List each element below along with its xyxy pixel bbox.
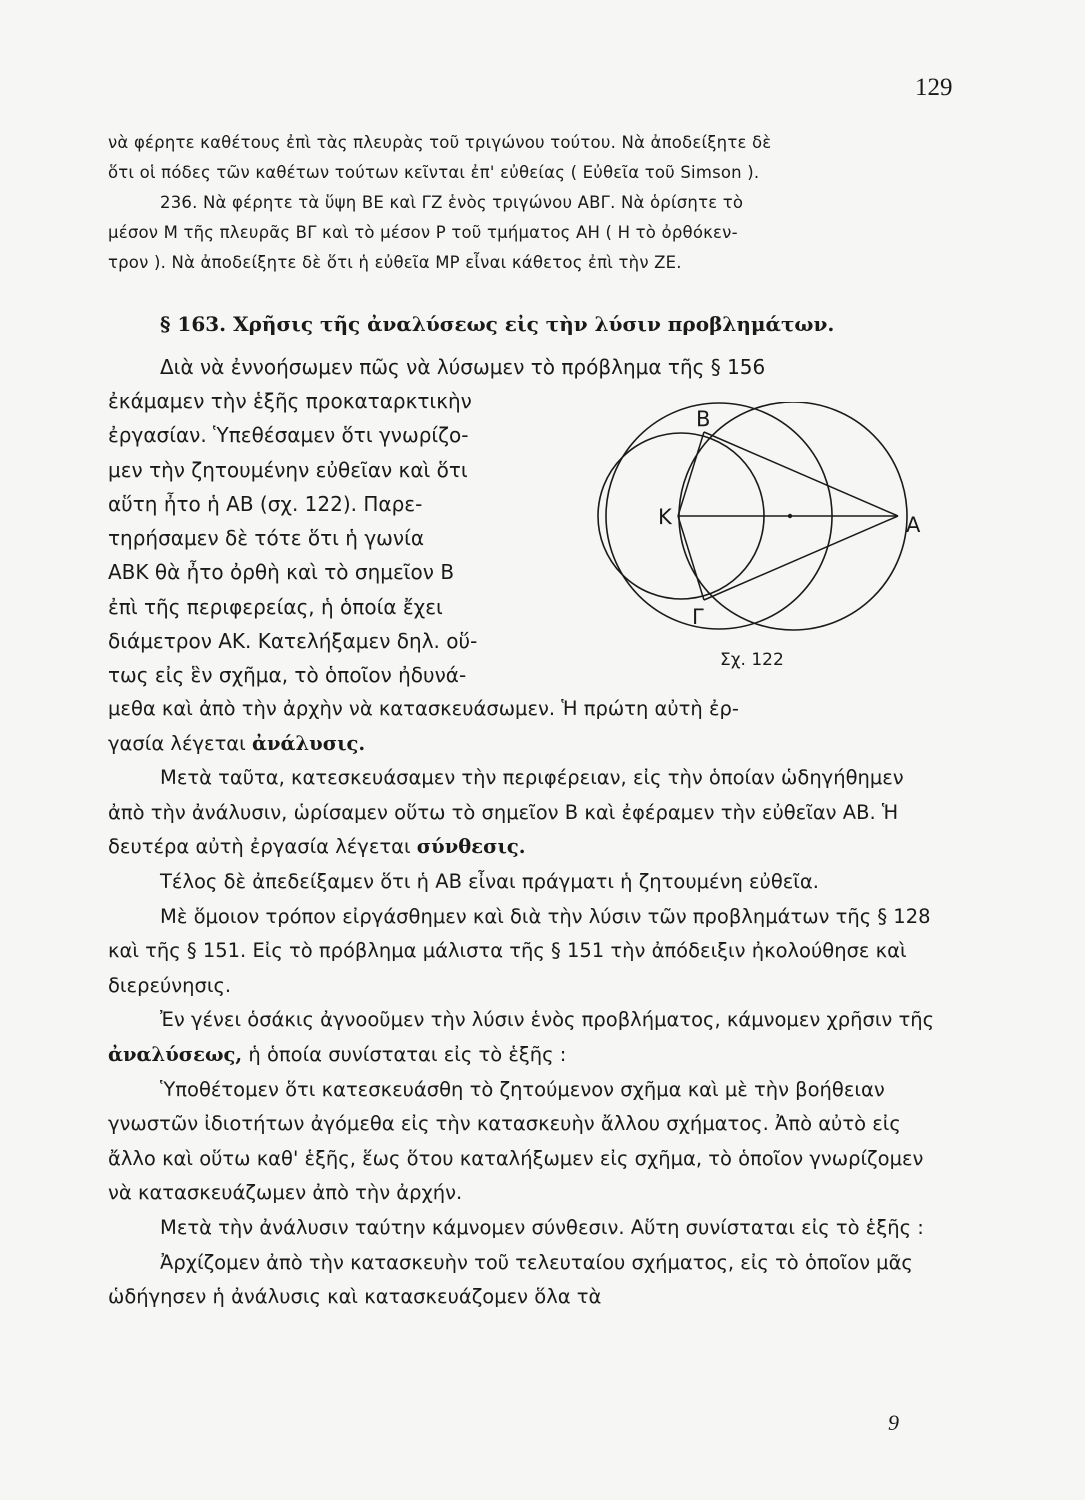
main-text [108,692,943,1315]
paragraph-line: μεθα καὶ ἀπὸ τὴν ἀρχὴν νὰ κατασκευάσωμεν. Ἡ πρώτη αὐτὴ ἐρ- [108,697,739,720]
page-number: 129 [915,74,953,101]
paragraph [108,1003,943,1072]
paragraph-text: Μετὰ ταῦτα, κατεσκευάσαμεν τὴν περιφέρειαν, εἰς τὴν ὁποίαν ὡδηγήθημεν ἀπὸ τὴν ἀνάλυσιν, ὡρίσαμεν οὕτω τὸ σημεῖον Β καὶ ἐφέραμεν τὴν εὐθεῖαν ΑΒ. Ἡ δευτέρα αὐτὴ ἐργασία λέγεται [108,766,904,859]
figure-caption: Σχ. 122 [720,650,784,670]
point-G-label: Γ [692,605,704,629]
paragraph [108,761,943,865]
signature-mark: 9 [888,1410,899,1435]
paragraph: Ἀρχίζομεν ἀπὸ τὴν κατασκευὴν τοῦ τελευταίου σχήματος, εἰς τὸ ὁποῖον μᾶς ὡδήγησεν ἡ ἀνάλυσις καὶ κατασκευάζομεν ὅλα τὰ [108,1250,913,1309]
column-line: ΑΒΚ θὰ ἦτο ὀρθὴ καὶ τὸ σημεῖον Β [108,560,455,585]
exercise-line: μέσον Μ τῆς πλευρᾶς ΒΓ καὶ τὸ μέσον Ρ τοῦ τμήματος ΑΗ ( Η τὸ ὀρθόκεν- [108,223,738,242]
point-K-label: Κ [658,505,672,529]
column-line: ἐκάμαμεν τὴν ἑξῆς προκαταρκτικὴν [108,389,472,413]
paragraph-text: γασία λέγεται [108,731,252,755]
exercise-line: ὅτι οἱ πόδες τῶν καθέτων τούτων κεῖνται ἐπ' εὐθείας ( Εὐθεῖα τοῦ Simson ). [108,163,760,182]
paragraph: Μὲ ὅμοιον τρόπον εἰργάσθημεν καὶ διὰ τὴν λύσιν τῶν προβλημάτων τῆς § 128 καὶ τῆς § 151. Εἰς τὸ πρόβλημα μάλιστα τῆς § 151 τὴν ἀπόδειξιν ἠκολούθησε καὶ διερεύνησις. [108,904,931,997]
figure-122 [578,402,953,682]
exercise-block [108,128,958,278]
text-column [108,384,586,693]
exercise-line: 236. Νὰ φέρητε τὰ ὕψη ΒΕ καὶ ΓΖ ἑνὸς τριγώνου ΑΒΓ. Νὰ ὁρίσητε τὸ [160,193,744,212]
column-line: διάμετρον ΑΚ. Κατελήξαμεν δηλ. οὕ- [108,629,478,654]
point-A-label: Α [906,513,921,537]
column-line: ἐργασίαν. Ὑπεθέσαμεν ὅτι γνωρίζο- [108,423,469,448]
intro-line [108,350,958,384]
column-line: τως εἰς ἓν σχῆμα, τὸ ὁποῖον ἠδυνά- [108,663,467,688]
paragraph-text: ἡ ὁποία συνίσταται εἰς τὸ ἑξῆς : [242,1042,567,1066]
term-analysis: ἀνάλυσις. [251,731,366,755]
intro-text: Διὰ νὰ ἐννοήσωμεν πῶς νὰ λύσωμεν τὸ πρόβλημα τῆς § 156 [160,355,766,379]
column-line: ἐπὶ τῆς περιφερείας, ἡ ὁποία ἔχει [108,594,443,619]
term-synthesis: σύνθεσις. [416,835,526,859]
paragraph: Τέλος δὲ ἀπεδείξαμεν ὅτι ἡ ΑΒ εἶναι πράγματι ἡ ζητουμένη εὐθεῖα. [160,869,819,893]
exercise-line: τρον ). Νὰ ἀποδείξητε δὲ ὅτι ἡ εὐθεῖα ΜΡ εἶναι κάθετος ἐπὶ τὴν ΖΕ. [108,253,682,272]
line-GA [704,516,898,600]
column-line: μεν τὴν ζητουμένην εὐθεῖαν καὶ ὅτι [108,457,468,482]
column-line: αὕτη ἦτο ἡ ΑΒ (σχ. 122). Παρε- [108,491,423,516]
paragraph: Μετὰ τὴν ἀνάλυσιν ταύτην κάμνομεν σύνθεσιν. Αὕτη συνίσταται εἰς τὸ ἑξῆς : [160,1215,924,1239]
line-KB [678,432,704,516]
line-KG [678,516,704,600]
center-point [788,514,792,518]
section-heading: § 163. Χρῆσις τῆς ἀναλύσεως εἰς τὴν λύσιν προβλημάτων. [160,312,835,336]
paragraph [108,692,943,761]
point-B-label: Β [696,407,711,431]
exercise-line: νὰ φέρητε καθέτους ἐπὶ τὰς πλευρὰς τοῦ τριγώνου τούτου. Νὰ ἀποδείξητε δὲ [108,133,772,152]
paragraph-text: Ἐν γένει ὁσάκις ἀγνοοῦμεν τὴν λύσιν ἑνὸς προβλήματος, κάμνομεν χρῆσιν τῆς [160,1008,935,1032]
column-line: τηρήσαμεν δὲ τότε ὅτι ἡ γωνία [108,526,425,551]
line-BA [704,432,898,516]
paragraph: Ὑποθέτομεν ὅτι κατεσκευάσθη τὸ ζητούμενον σχῆμα καὶ μὲ τὴν βοήθειαν γνωστῶν ἰδιοτήτων ἀγόμεθα εἰς τὴν κατασκευὴν ἄλλου σχήματος. Ἀπὸ αὐτὸ εἰς ἄλλο καὶ οὕτω καθ' ἑξῆς, ἕως ὅτου καταλήξωμεν εἰς σχῆμα, τὸ ὁποῖον γνωρίζομεν νὰ κατασκευάζωμεν ἀπὸ τὴν ἀρχήν. [108,1077,924,1205]
term-analyseos: ἀναλύσεως, [108,1042,243,1066]
